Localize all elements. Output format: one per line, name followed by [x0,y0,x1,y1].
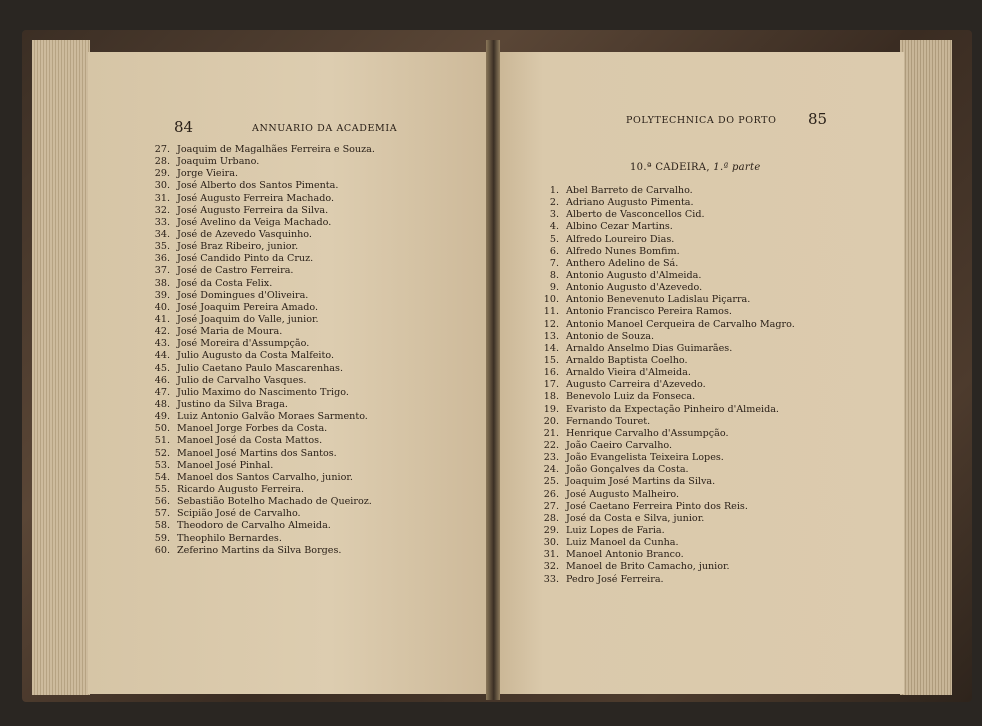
list-item [533,331,795,343]
entry-number: 29. [154,168,170,180]
list-item [533,501,795,513]
entry-number: 41. [154,313,170,325]
list-item [533,294,795,306]
entry-name: José Augusto Malheiro. [566,488,680,500]
entry-name: Julio Maximo do Nascimento Trigo. [177,386,349,398]
entry-list-left [144,144,375,557]
running-head-right: POLYTECHNICA DO PORTO [626,115,777,126]
entry-number: 56. [154,496,170,508]
entry-number: 53. [154,459,170,471]
entry-number: 3. [549,209,559,221]
list-item [144,508,375,520]
entry-name: José da Costa e Silva, junior. [566,512,705,524]
entry-name: Augusto Carreira d'Azevedo. [566,379,706,391]
list-item [144,411,375,423]
page-edges-left [32,40,90,695]
list-item [144,350,375,362]
list-item [533,561,795,573]
entry-name: José Maria de Moura. [177,326,283,338]
list-item [533,464,795,476]
entry-name: Arnaldo Vieira d'Almeida. [566,367,691,379]
list-item [533,428,795,440]
entry-name: José Alberto dos Santos Pimenta. [177,180,339,192]
list-item [144,205,375,217]
section-title-main: 10.ª CADEIRA, [630,162,710,173]
entry-name: Antonio Augusto d'Azevedo. [566,282,703,294]
entry-number: 43. [154,338,170,350]
list-item [144,314,375,326]
entry-name: José Braz Ribeiro, junior. [177,241,299,253]
list-item [533,319,795,331]
entry-name: Antonio Benevenuto Ladislau Piçarra. [566,294,751,306]
entry-number: 17. [543,379,559,391]
entry-name: Joaquim José Martins da Silva. [566,476,716,488]
entry-number: 60. [154,544,170,556]
entry-name: Antonio Augusto d'Almeida. [566,269,702,281]
entry-name: Adriano Augusto Pimenta. [566,197,694,209]
list-item [533,416,795,428]
list-item [144,180,375,192]
entry-number: 20. [543,415,559,427]
list-item [533,476,795,488]
entry-name: Antonio Manoel Cerqueira de Carvalho Magro. [566,318,795,330]
list-item [533,404,795,416]
list-item [144,533,375,545]
entry-number: 35. [154,241,170,253]
list-item [144,545,375,557]
entry-number: 24. [543,464,559,476]
entry-number: 27. [154,144,170,155]
list-item [144,290,375,302]
entry-name: Luiz Lopes de Faria. [566,524,665,536]
list-item [533,234,795,246]
list-item [144,253,375,265]
list-item [144,496,375,508]
entry-name: Joaquim de Magalhães Ferreira e Souza. [177,144,375,155]
entry-name: João Gonçalves da Costa. [566,464,689,476]
entry-number: 30. [543,537,559,549]
entry-number: 55. [154,483,170,495]
entry-name: Theophilo Bernardes. [177,532,282,544]
entry-number: 45. [154,362,170,374]
entry-name: José de Azevedo Vasquinho. [177,228,312,240]
list-item [144,229,375,241]
entry-name: Antonio Francisco Pereira Ramos. [566,306,732,318]
entry-number: 52. [154,447,170,459]
entry-number: 34. [154,228,170,240]
list-item [144,168,375,180]
entry-number: 31. [154,192,170,204]
list-item [533,197,795,209]
entry-name: Jorge Vieira. [177,168,239,180]
list-item [144,193,375,205]
entry-number: 21. [543,427,559,439]
entry-number: 37. [154,265,170,277]
list-item [144,217,375,229]
entry-name: Manoel Jorge Forbes da Costa. [177,423,328,435]
entry-number: 36. [154,253,170,265]
entry-name: Manoel José Martins dos Santos. [177,447,337,459]
entry-name: Manoel Antonio Branco. [566,549,684,561]
entry-number: 5. [549,233,559,245]
entry-name: João Caeiro Carvalho. [566,439,673,451]
entry-name: Abel Barreto de Carvalho. [566,185,693,196]
list-item [144,338,375,350]
entry-name: Zeferino Martins da Silva Borges. [177,544,342,556]
list-item [533,513,795,525]
entry-number: 49. [154,411,170,423]
entry-name: João Evangelista Teixeira Lopes. [566,452,724,464]
entry-number: 2. [549,197,559,209]
list-item [533,574,795,586]
entry-number: 8. [549,269,559,281]
entry-name: Joaquim Urbano. [177,156,260,168]
entry-number: 54. [154,471,170,483]
book-gutter [486,40,500,700]
list-item [533,537,795,549]
list-item [533,391,795,403]
list-item [533,209,795,221]
list-item [533,306,795,318]
list-item [144,460,375,472]
entry-name: Alfredo Loureiro Dias. [566,233,675,245]
list-item [144,375,375,387]
entry-name: Arnaldo Baptista Coelho. [566,354,688,366]
entry-number: 47. [154,386,170,398]
entry-number: 6. [549,245,559,257]
entry-name: Manoel José da Costa Mattos. [177,435,323,447]
entry-name: José Candido Pinto da Cruz. [177,253,314,265]
list-item [144,484,375,496]
list-item [533,525,795,537]
entry-name: José Augusto Ferreira da Silva. [177,204,329,216]
section-title-sub: 1.ª parte [713,162,761,173]
entry-number: 33. [154,216,170,228]
left-page [88,52,492,694]
entry-number: 26. [543,488,559,500]
entry-number: 44. [154,350,170,362]
entry-number: 9. [549,282,559,294]
list-item [144,472,375,484]
list-item [144,423,375,435]
entry-name: Manoel dos Santos Carvalho, junior. [177,471,353,483]
entry-name: Justino da Silva Braga. [177,398,288,410]
list-item [144,156,375,168]
list-item [533,343,795,355]
list-item [144,363,375,375]
entry-name: Albino Cezar Martins. [566,221,673,233]
entry-name: José de Castro Ferreira. [177,265,294,277]
list-item [533,452,795,464]
entry-name: Julio Caetano Paulo Mascarenhas. [177,362,343,374]
page-edges-right [900,40,952,695]
entry-name: Scipião José de Carvalho. [177,508,301,520]
entry-number: 28. [154,156,170,168]
list-item [144,278,375,290]
entry-number: 7. [549,257,559,269]
entry-name: Theodoro de Carvalho Almeida. [177,520,331,532]
entry-number: 13. [543,330,559,342]
entry-number: 15. [543,354,559,366]
list-item [533,258,795,270]
entry-number: 39. [154,289,170,301]
entry-name: Henrique Carvalho d'Assumpção. [566,427,729,439]
entry-number: 19. [543,403,559,415]
entry-number: 28. [543,512,559,524]
list-item [533,246,795,258]
list-item [533,185,795,197]
entry-name: Anthero Adelino de Sá. [566,257,679,269]
entry-number: 59. [154,532,170,544]
list-item [533,379,795,391]
entry-name: José Joaquim do Valle, junior. [177,313,319,325]
entry-number: 27. [543,500,559,512]
entry-number: 11. [543,306,559,318]
entry-number: 32. [154,204,170,216]
entry-name: José Caetano Ferreira Pinto dos Reis. [566,500,748,512]
entry-name: José da Costa Felix. [177,277,273,289]
list-item [533,440,795,452]
page-number-right: 85 [808,110,828,128]
entry-name: José Augusto Ferreira Machado. [177,192,334,204]
entry-number: 58. [154,520,170,532]
entry-name: José Moreira d'Assumpção. [177,338,310,350]
entry-number: 51. [154,435,170,447]
list-item [144,399,375,411]
entry-number: 57. [154,508,170,520]
entry-number: 12. [543,318,559,330]
list-item [533,282,795,294]
entry-number: 22. [543,439,559,451]
entry-number: 33. [543,573,559,585]
entry-name: Manoel José Pinhal. [177,459,274,471]
entry-name: José Joaquim Pereira Amado. [177,301,319,313]
entry-number: 32. [543,561,559,573]
entry-name: José Domingues d'Oliveira. [177,289,309,301]
entry-number: 38. [154,277,170,289]
running-head-left: ANNUARIO DA ACADEMIA [252,123,398,134]
entry-number: 29. [543,524,559,536]
entry-name: Pedro José Ferreira. [566,573,664,585]
list-item [144,241,375,253]
entry-number: 10. [543,294,559,306]
list-item [533,270,795,282]
entry-name: Luiz Manoel da Cunha. [566,537,679,549]
entry-number: 14. [543,342,559,354]
entry-list-right [533,185,795,586]
entry-name: Alberto de Vasconcellos Cid. [566,209,705,221]
list-item [533,489,795,501]
entry-number: 1. [549,185,559,196]
list-item [533,221,795,233]
entry-number: 31. [543,549,559,561]
right-page [494,52,904,694]
entry-name: Fernando Touret. [566,415,651,427]
page-number-left: 84 [174,118,194,136]
entry-name: Manoel de Brito Camacho, junior. [566,561,730,573]
list-item [533,355,795,367]
entry-name: Luiz Antonio Galvão Moraes Sarmento. [177,411,368,423]
list-item [144,435,375,447]
entry-number: 48. [154,398,170,410]
section-title [630,162,761,173]
entry-name: Julio de Carvalho Vasques. [177,374,307,386]
list-item [144,448,375,460]
entry-number: 50. [154,423,170,435]
list-item [144,387,375,399]
entry-number: 4. [549,221,559,233]
entry-number: 23. [543,452,559,464]
list-item [144,326,375,338]
entry-name: Ricardo Augusto Ferreira. [177,483,305,495]
list-item [533,367,795,379]
entry-name: Sebastião Botelho Machado de Queiroz. [177,496,372,508]
entry-number: 25. [543,476,559,488]
entry-name: Evaristo da Expectação Pinheiro d'Almeida. [566,403,779,415]
list-item [144,302,375,314]
list-item [144,265,375,277]
entry-number: 18. [543,391,559,403]
entry-name: Antonio de Souza. [566,330,655,342]
entry-name: Arnaldo Anselmo Dias Guimarães. [566,342,733,354]
list-item [144,520,375,532]
entry-name: Julio Augusto da Costa Malfeito. [177,350,335,362]
entry-number: 16. [543,367,559,379]
list-item [144,144,375,156]
entry-number: 42. [154,326,170,338]
entry-number: 30. [154,180,170,192]
list-item [533,549,795,561]
entry-name: José Avelino da Veiga Machado. [177,216,332,228]
entry-number: 40. [154,301,170,313]
entry-number: 46. [154,374,170,386]
entry-name: Benevolo Luiz da Fonseca. [566,391,696,403]
entry-name: Alfredo Nunes Bomfim. [566,245,680,257]
